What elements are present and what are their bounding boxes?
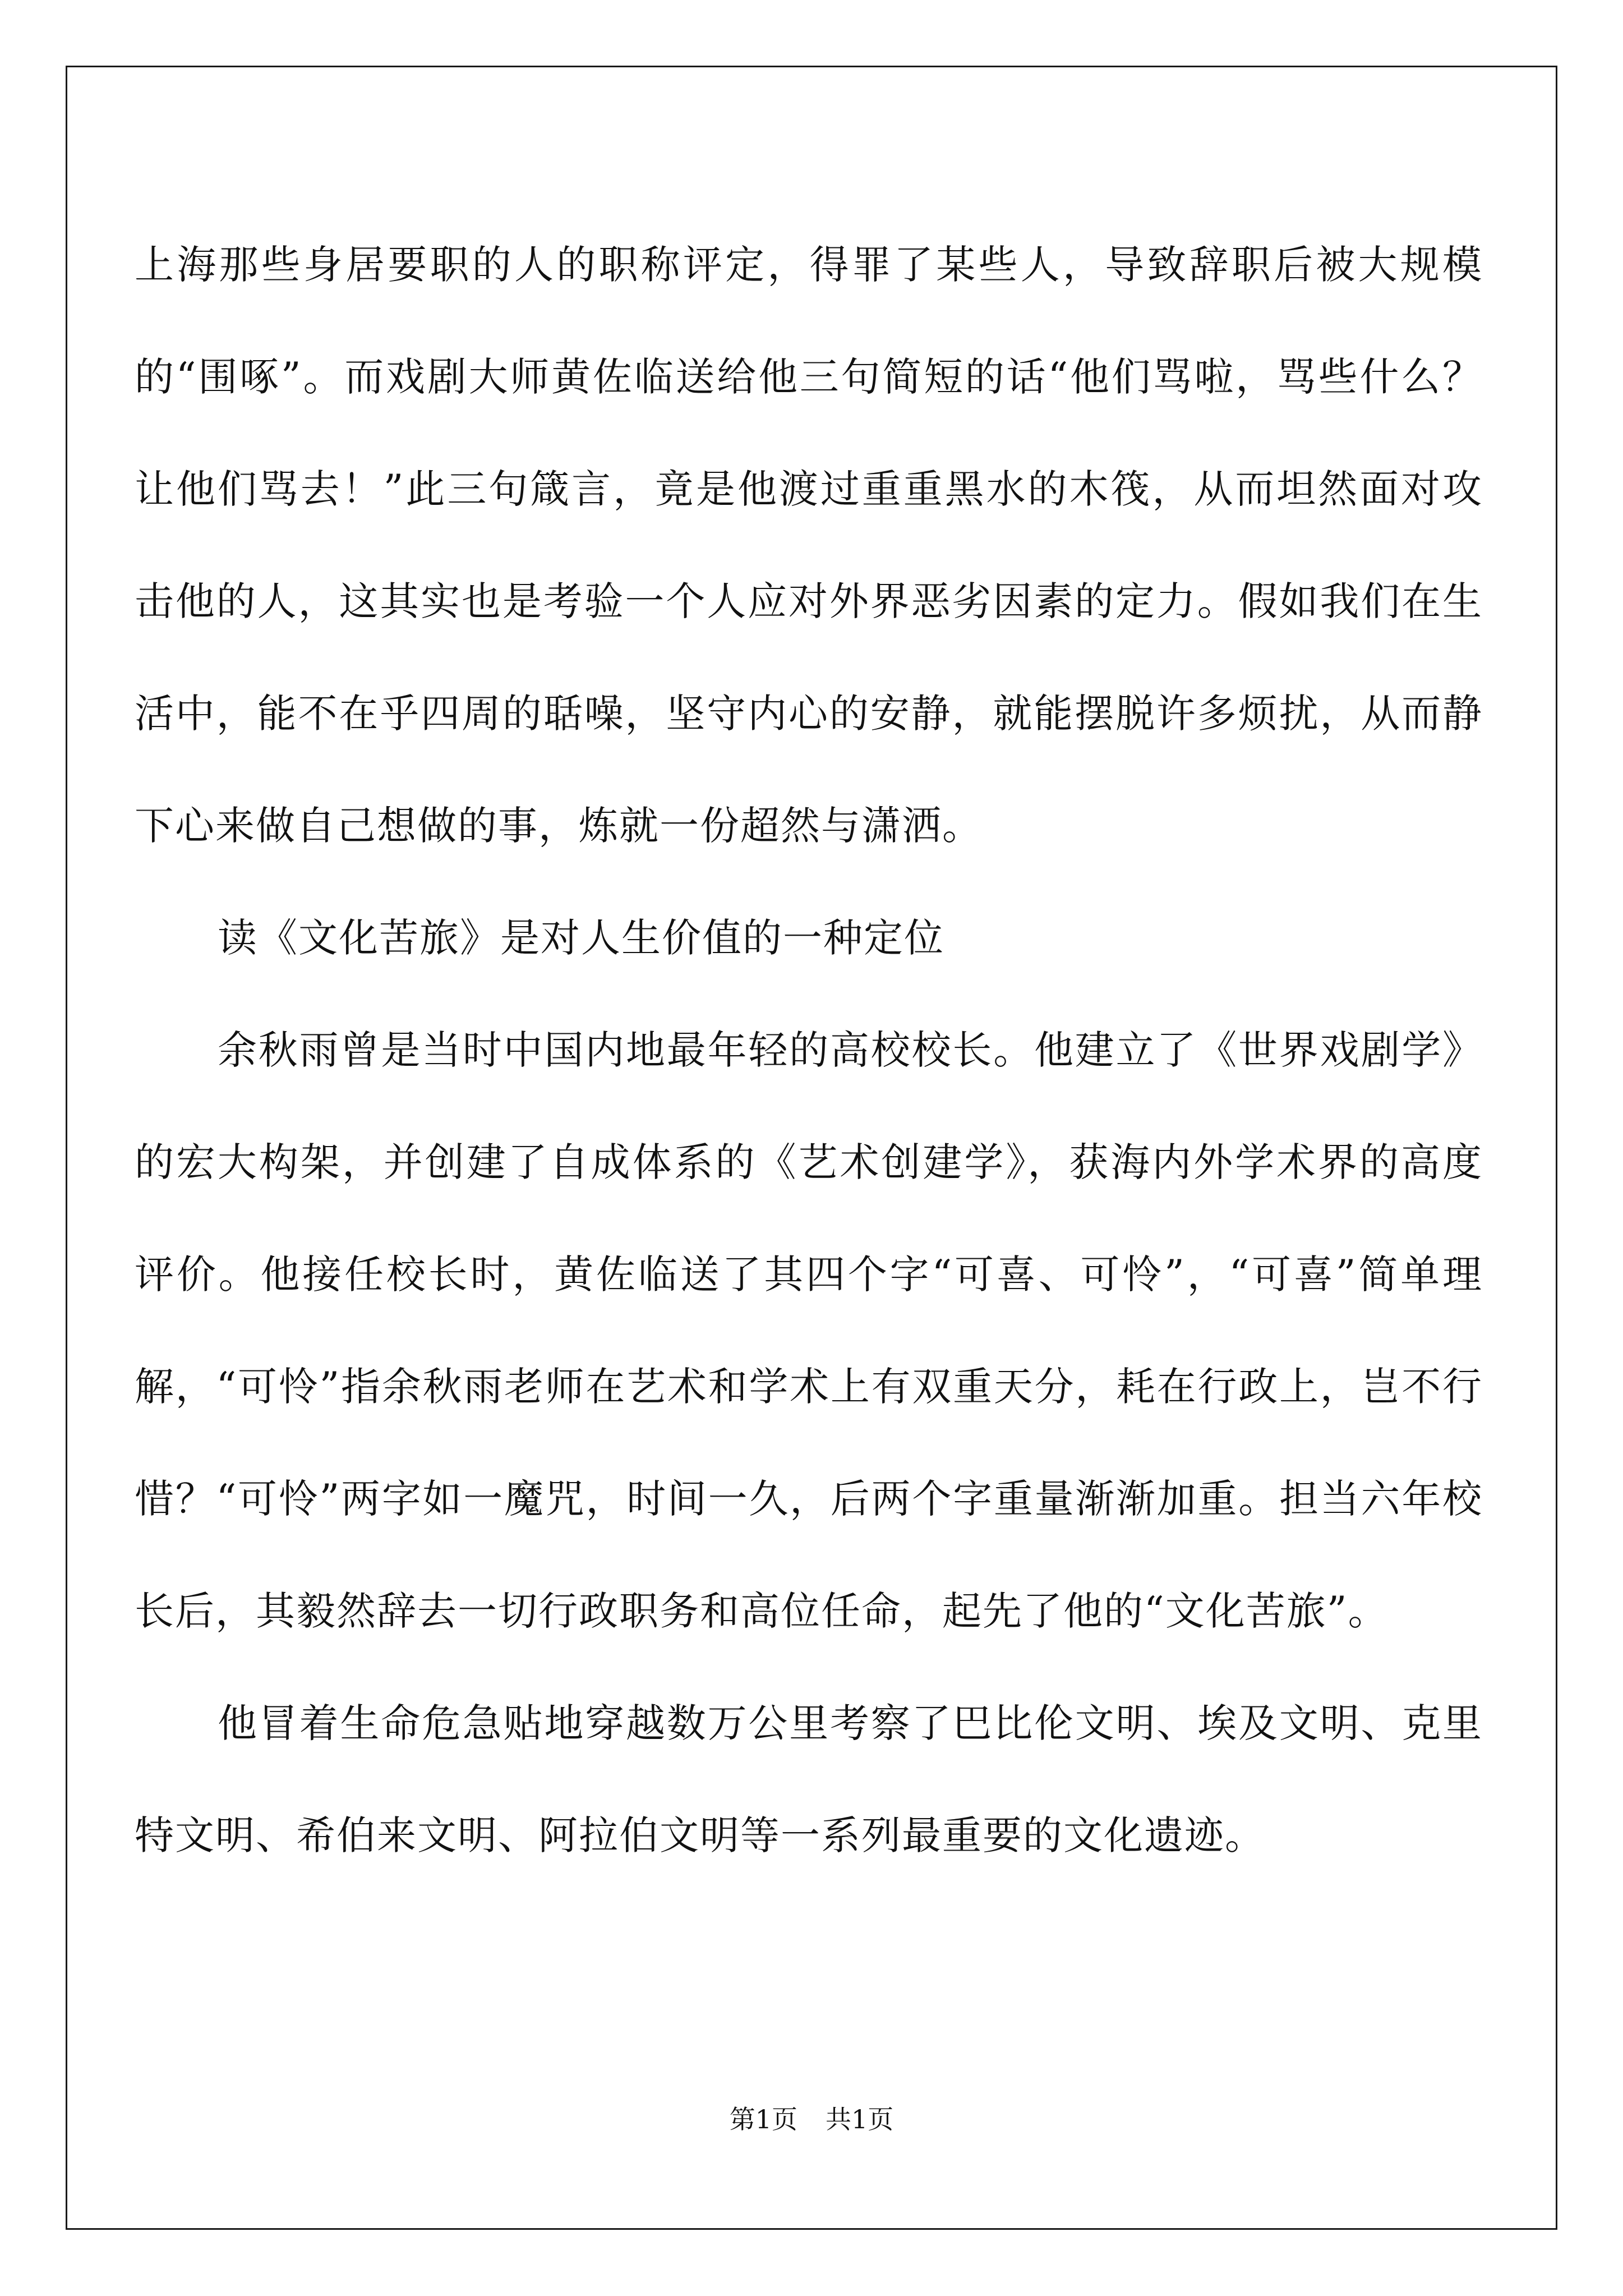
document-body [135,209,1483,1892]
page-total: 共1页 [826,2104,894,2134]
page-number: 第1页 [729,2104,797,2134]
page-footer [0,2102,1623,2136]
paragraph-3: 他冒着生命危急贴地穿越数万公里考察了巴比伦文明、埃及文明、克里特文明、希伯来文明、阿拉伯文明等一系列最重要的文化遗迹。 [135,1700,1483,1858]
paragraph-2: 余秋雨曾是当时中国内地最年轻的高校校长。他建立了《世界戏剧学》的宏大构架，并创建了自成体系的《艺术创建学》，获海内外学术界的高度评价。他接任校长时，黄佐临送了其四个字“可喜、可怜”，“可喜”简单理解，“可怜”指余秋雨老师在艺术和学术上有双重天分，耗在行政上，岂不行惜？“可怜”两字如一魔咒，时间一久，后两个字重量渐渐加重。担当六年校长后，其毅然辞去一切行政职务和高位任命，起先了他的“文化苦旅”。 [135,1027,1483,1634]
paragraph-heading-wenhua-kulv: 读《文化苦旅》是对人生价值的一种定位 [218,915,944,961]
paragraph-1: 上海那些身居要职的人的职称评定，得罪了某些人，导致辞职后被大规模的“围啄”。而戏剧大师黄佐临送给他三句简短的话“他们骂啦，骂些什么？让他们骂去！”此三句箴言，竟是他渡过重重黑水的木筏，从而坦然面对攻击他的人，这其实也是考验一个人应对外界恶劣因素的定力。假如我们在生活中，能不在乎四周的聒噪，坚守内心的安静，就能摆脱许多烦扰，从而静下心来做自己想做的事，炼就一份超然与潇洒。 [135,242,1483,849]
